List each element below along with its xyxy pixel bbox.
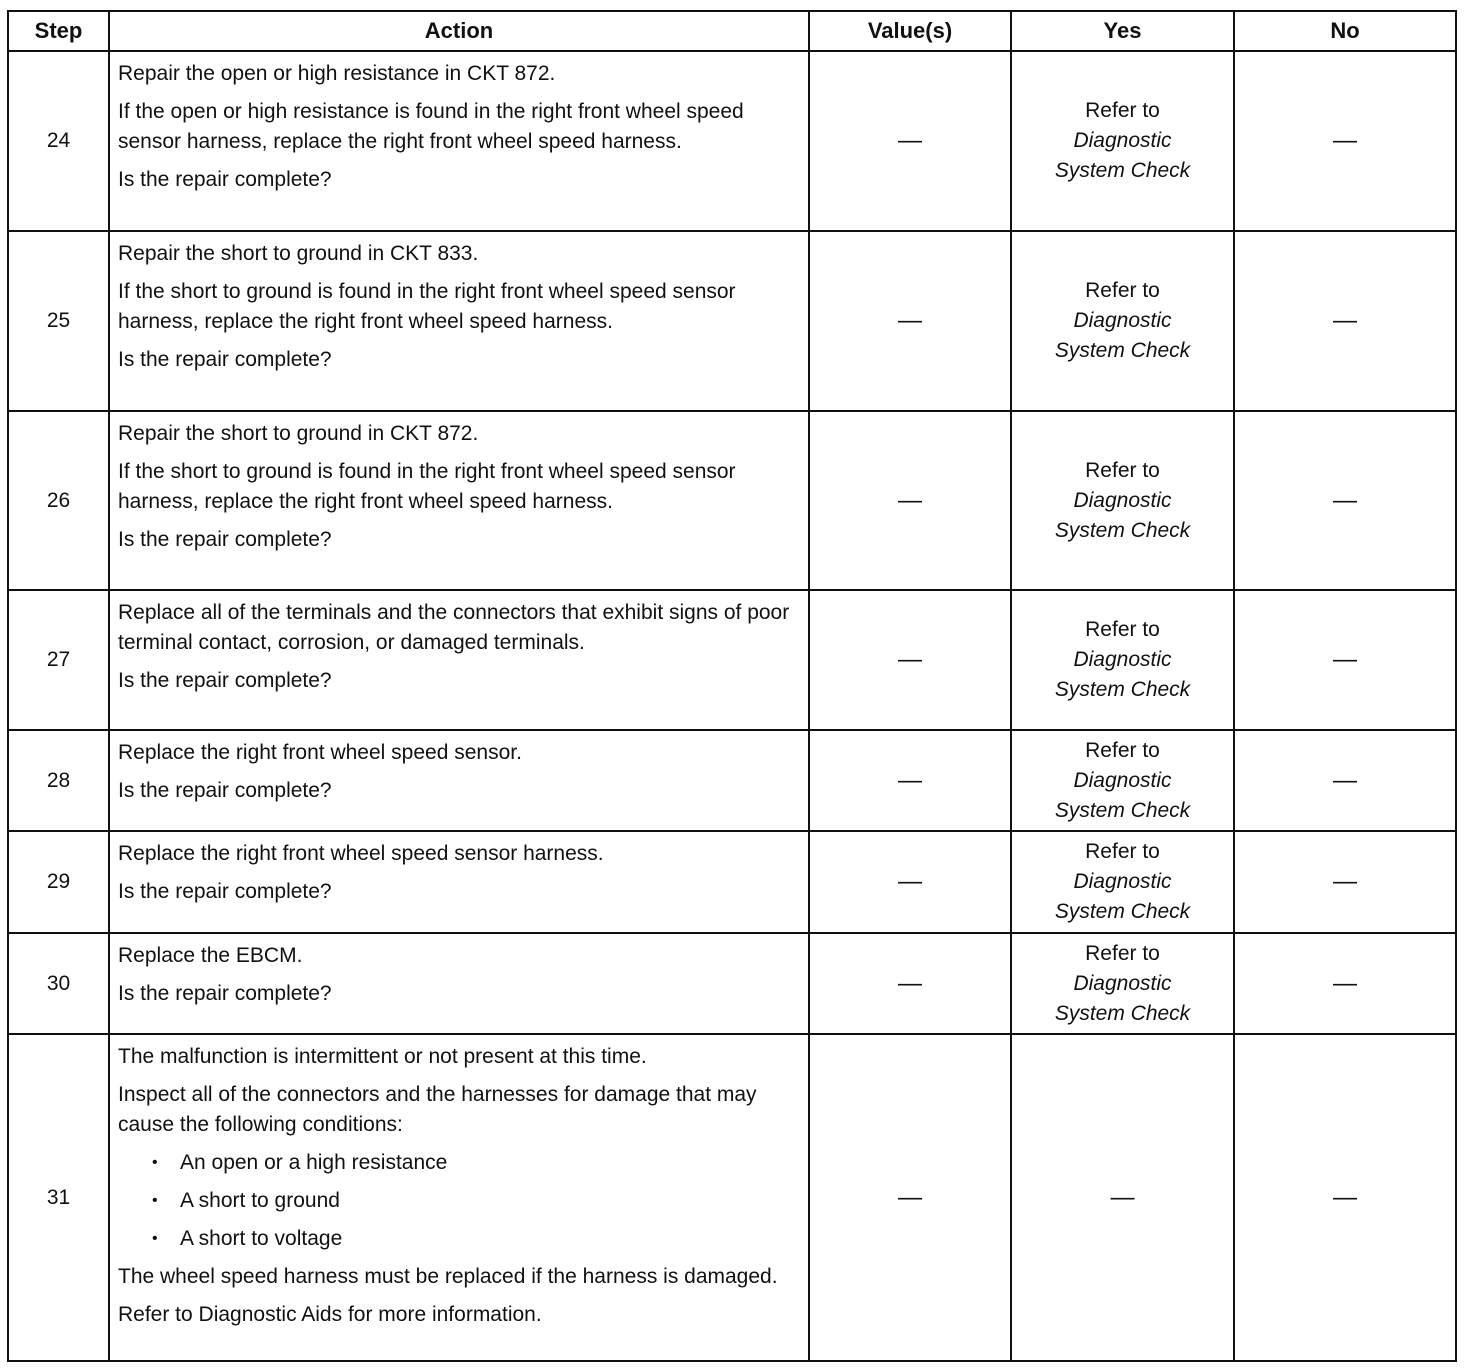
yes-cell bbox=[1011, 730, 1234, 831]
refer-line1: Refer to bbox=[1085, 99, 1160, 122]
action-text: Replace all of the terminals and the connectors that exhibit signs of poor terminal contact, corrosion, or damaged terminals. bbox=[118, 601, 790, 654]
dash: — bbox=[898, 127, 922, 154]
dash: — bbox=[1333, 127, 1357, 154]
action-cell bbox=[109, 231, 809, 411]
value-cell bbox=[809, 231, 1011, 411]
step-number: 29 bbox=[8, 831, 109, 933]
refer-line1: Refer to bbox=[1085, 279, 1160, 302]
table-row bbox=[8, 831, 1456, 933]
header-row bbox=[8, 11, 1456, 51]
yes-cell bbox=[1011, 51, 1234, 231]
action-text: Inspect all of the connectors and the harnesses for damage that may cause the following conditions: bbox=[118, 1083, 757, 1136]
refer-line1: Refer to bbox=[1085, 458, 1160, 482]
refer-line1: Refer to bbox=[1085, 738, 1160, 762]
action-cell bbox=[109, 590, 809, 730]
refer-line3: System Check bbox=[1054, 518, 1191, 542]
dash: — bbox=[898, 307, 922, 334]
step-number: 28 bbox=[8, 730, 109, 831]
action-text: If the short to ground is found in the right front wheel speed sensor harness, replace the right front wheel speed harness. bbox=[118, 460, 736, 513]
table-row bbox=[8, 231, 1456, 411]
conditions-list bbox=[118, 1148, 800, 1254]
step-number: 31 bbox=[8, 1034, 109, 1361]
action-text: Is the repair complete? bbox=[118, 982, 332, 1005]
action-text: Replace the EBCM. bbox=[118, 944, 303, 967]
action-cell bbox=[109, 51, 809, 231]
refer-line3: System Check bbox=[1054, 798, 1191, 822]
no-cell bbox=[1234, 1034, 1456, 1361]
no-cell bbox=[1234, 231, 1456, 411]
value-cell bbox=[809, 590, 1011, 730]
list-item: • An open or a high resistance bbox=[180, 1148, 800, 1178]
action-text: Refer to Diagnostic Aids for more information. bbox=[118, 1303, 542, 1326]
dash: — bbox=[898, 766, 922, 794]
table-row bbox=[8, 1034, 1456, 1361]
table-row bbox=[8, 730, 1456, 831]
value-cell bbox=[809, 933, 1011, 1034]
action-text: The wheel speed harness must be replaced if the harness is damaged. bbox=[118, 1265, 778, 1288]
refer-line1: Refer to bbox=[1085, 941, 1160, 965]
dash: — bbox=[898, 969, 922, 997]
action-text: Repair the open or high resistance in CKT 872. bbox=[118, 62, 556, 85]
no-cell bbox=[1234, 51, 1456, 231]
refer-line1: Refer to bbox=[1085, 618, 1160, 641]
dash: — bbox=[898, 868, 922, 895]
header-action: Action bbox=[109, 11, 809, 51]
yes-cell bbox=[1011, 933, 1234, 1034]
refer-line2: Diagnostic bbox=[1073, 870, 1172, 893]
list-item: • A short to ground bbox=[180, 1186, 800, 1216]
no-cell bbox=[1234, 933, 1456, 1034]
step-number: 24 bbox=[8, 51, 109, 231]
dash: — bbox=[898, 646, 922, 673]
refer-line3: System Check bbox=[1054, 678, 1191, 701]
step-number: 27 bbox=[8, 590, 109, 730]
diagnostic-table bbox=[7, 10, 1457, 1362]
no-cell bbox=[1234, 730, 1456, 831]
refer-line3: System Check bbox=[1054, 159, 1191, 182]
dash: — bbox=[1333, 868, 1357, 895]
action-text: Is the repair complete? bbox=[118, 880, 332, 903]
refer-line1: Refer to bbox=[1085, 840, 1160, 863]
action-cell bbox=[109, 831, 809, 933]
action-text: Is the repair complete? bbox=[118, 669, 332, 692]
dash: — bbox=[1333, 486, 1357, 514]
header-yes: Yes bbox=[1011, 11, 1234, 51]
action-text: Is the repair complete? bbox=[118, 528, 332, 551]
action-text: Repair the short to ground in CKT 872. bbox=[118, 422, 479, 445]
value-cell bbox=[809, 51, 1011, 231]
action-cell bbox=[109, 1034, 809, 1361]
header-step: Step bbox=[8, 11, 109, 51]
dash: — bbox=[1333, 646, 1357, 673]
no-cell bbox=[1234, 831, 1456, 933]
action-text: Replace the right front wheel speed sensor harness. bbox=[118, 842, 604, 865]
yes-cell bbox=[1011, 231, 1234, 411]
refer-line3: System Check bbox=[1054, 339, 1191, 362]
refer-line2: Diagnostic bbox=[1073, 488, 1172, 512]
action-cell bbox=[109, 933, 809, 1034]
no-cell bbox=[1234, 411, 1456, 590]
action-text: If the short to ground is found in the right front wheel speed sensor harness, replace the right front wheel speed harness. bbox=[118, 280, 736, 333]
list-item: • A short to voltage bbox=[180, 1224, 800, 1254]
header-values: Value(s) bbox=[809, 11, 1011, 51]
table-row bbox=[8, 51, 1456, 231]
dash: — bbox=[898, 1183, 922, 1211]
no-cell bbox=[1234, 590, 1456, 730]
dash: — bbox=[1333, 969, 1357, 997]
value-cell bbox=[809, 411, 1011, 590]
table-row bbox=[8, 590, 1456, 730]
refer-line2: Diagnostic bbox=[1073, 309, 1172, 332]
refer-line2: Diagnostic bbox=[1073, 129, 1172, 152]
refer-line3: System Check bbox=[1054, 1001, 1191, 1025]
dash: — bbox=[1333, 1183, 1357, 1211]
value-cell bbox=[809, 831, 1011, 933]
header-no: No bbox=[1234, 11, 1456, 51]
step-number: 25 bbox=[8, 231, 109, 411]
refer-line3: System Check bbox=[1054, 900, 1191, 923]
yes-cell bbox=[1011, 1034, 1234, 1361]
refer-line2: Diagnostic bbox=[1073, 971, 1172, 995]
action-text: Is the repair complete? bbox=[118, 168, 332, 191]
refer-line2: Diagnostic bbox=[1073, 768, 1172, 792]
action-text: Repair the short to ground in CKT 833. bbox=[118, 242, 479, 265]
action-text: Replace the right front wheel speed sensor. bbox=[118, 741, 522, 764]
dash: — bbox=[1333, 766, 1357, 794]
action-text: If the open or high resistance is found in the right front wheel speed sensor harness, replace the right front wheel speed harness. bbox=[118, 100, 744, 153]
value-cell bbox=[809, 730, 1011, 831]
action-cell bbox=[109, 411, 809, 590]
yes-cell bbox=[1011, 831, 1234, 933]
action-text: The malfunction is intermittent or not present at this time. bbox=[118, 1045, 647, 1068]
action-text: Is the repair complete? bbox=[118, 779, 332, 802]
action-cell bbox=[109, 730, 809, 831]
step-number: 30 bbox=[8, 933, 109, 1034]
dash: — bbox=[1110, 1183, 1135, 1211]
step-number: 26 bbox=[8, 411, 109, 590]
table-row bbox=[8, 933, 1456, 1034]
table-row bbox=[8, 411, 1456, 590]
refer-line2: Diagnostic bbox=[1073, 648, 1172, 671]
dash: — bbox=[898, 486, 922, 514]
action-text: Is the repair complete? bbox=[118, 348, 332, 371]
yes-cell bbox=[1011, 411, 1234, 590]
yes-cell bbox=[1011, 590, 1234, 730]
value-cell bbox=[809, 1034, 1011, 1361]
dash: — bbox=[1333, 307, 1357, 334]
